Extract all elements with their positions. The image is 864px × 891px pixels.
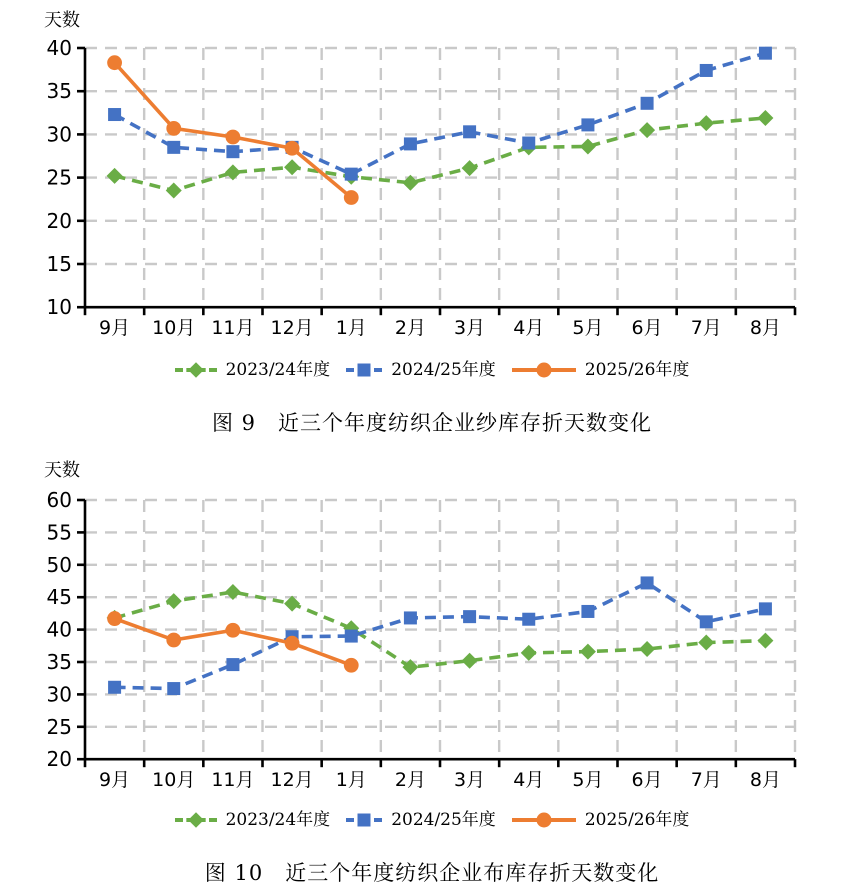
legend-item-2025-26 [512,361,690,379]
legend-label: 2024/25年度 [391,359,496,380]
svg-text:7月: 7月 [690,769,722,792]
y-axis-unit-label: 天数 [44,460,80,481]
svg-text:12月: 12月 [270,317,314,340]
svg-text:2月: 2月 [394,317,426,340]
blue-dashed-square-icon [346,361,382,379]
svg-text:15: 15 [46,252,72,276]
svg-text:30: 30 [46,682,72,707]
svg-text:6月: 6月 [631,769,663,792]
legend-label: 2025/26年度 [584,809,690,830]
svg-text:8月: 8月 [749,769,781,792]
svg-text:35: 35 [46,650,72,674]
green-dashed-diamond-icon [175,361,217,379]
legend-item-2023-24 [175,361,331,379]
legend-label: 2025/26年度 [584,359,690,380]
svg-text:6月: 6月 [631,317,663,340]
chart1-svg [0,0,864,345]
svg-text:1月: 1月 [335,769,367,792]
cloth-chart-legend [0,807,864,833]
svg-text:8月: 8月 [749,317,781,340]
svg-text:1月: 1月 [335,317,367,340]
svg-text:11月: 11月 [211,769,255,792]
svg-text:40: 40 [46,36,72,60]
cloth-inventory-days-chart [0,450,864,795]
svg-text:10月: 10月 [152,769,196,792]
legend-item-2023-24 [175,811,331,829]
legend-item-2025-26 [512,811,690,829]
svg-text:50: 50 [46,552,72,577]
svg-text:4月: 4月 [513,317,545,340]
legend-item-2024-25 [346,361,496,379]
svg-text:60: 60 [46,488,72,512]
svg-text:4月: 4月 [513,769,545,792]
svg-text:30: 30 [46,122,72,147]
legend-label: 2023/24年度 [225,359,331,380]
svg-text:5月: 5月 [572,317,604,340]
svg-text:9月: 9月 [99,317,131,340]
legend-label: 2024/25年度 [391,809,496,830]
svg-text:12月: 12月 [270,769,314,792]
yarn-chart-legend [0,357,864,383]
svg-text:11月: 11月 [211,317,255,340]
svg-text:25: 25 [46,714,72,739]
svg-text:45: 45 [46,585,72,610]
svg-text:2月: 2月 [394,769,426,792]
svg-text:35: 35 [46,79,72,104]
figure-10-caption: 图 10 近三个年度纺织企业布库存折天数变化 [204,861,660,885]
svg-text:20: 20 [46,208,72,233]
green-dashed-diamond-icon [175,811,217,829]
svg-text:10: 10 [46,295,72,320]
orange-solid-circle-icon [512,361,576,379]
svg-text:55: 55 [46,520,72,545]
y-axis-unit-label: 天数 [44,10,80,31]
legend-item-2024-25 [346,811,496,829]
svg-text:3月: 3月 [454,769,486,792]
legend-label: 2023/24年度 [225,809,331,830]
svg-text:40: 40 [46,617,72,642]
yarn-inventory-days-chart [0,0,864,345]
svg-text:7月: 7月 [690,317,722,340]
svg-text:3月: 3月 [454,317,486,340]
svg-text:25: 25 [46,165,72,190]
svg-text:9月: 9月 [99,769,131,792]
blue-dashed-square-icon [346,811,382,829]
chart2-svg [0,450,864,795]
figure-9-caption: 图 9 近三个年度纺织企业纱库存折天数变化 [211,411,653,435]
orange-solid-circle-icon [512,811,576,829]
svg-text:5月: 5月 [572,769,604,792]
svg-text:20: 20 [46,747,72,772]
svg-text:10月: 10月 [152,317,196,340]
